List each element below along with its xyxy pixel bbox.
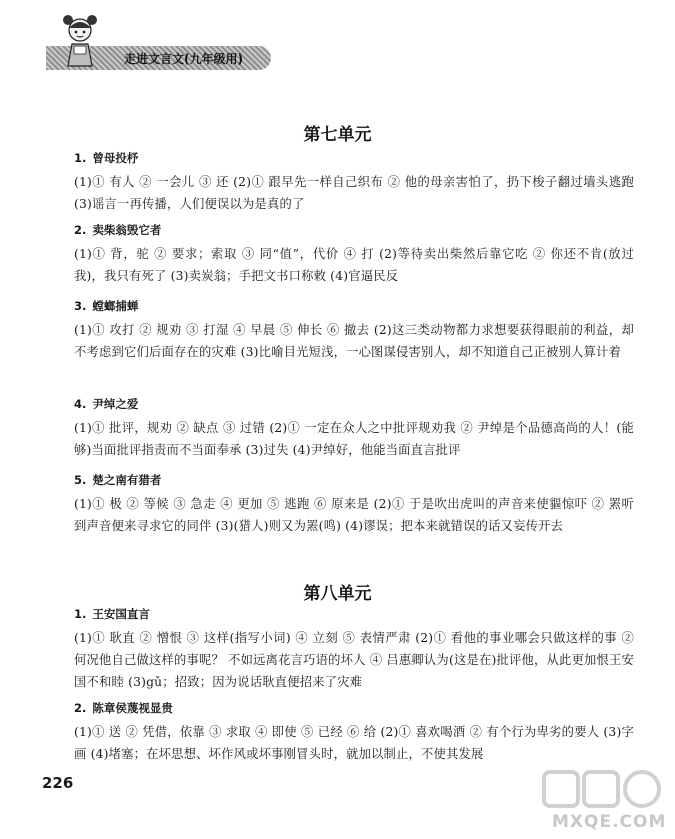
watermark-text: MXQE.COM <box>552 812 667 832</box>
page-number: 226 <box>42 774 74 792</box>
answer-section <box>74 700 634 765</box>
unit-title: 第七单元 <box>303 125 372 145</box>
section-title: 2. 陈章侯蔑视显贵 <box>74 701 173 715</box>
answer-section <box>74 150 634 215</box>
section-answer-text: (1)① 批评，规劝 ② 缺点 ③ 过错 (2)① 一定在众人之中批评规劝我 ② 尹绰是个品德高尚的人！(能够)当面批评指责而不当面奉承 (3)过失 (4)尹绰好，他能当面直言批评 <box>74 421 634 457</box>
section-answer-text: (1)① 背，驼 ② 要求；索取 ③ 同“值”，代价 ④ 打 (2)等待卖出柴然后靠它吃 ② 你还不肯(放过我)，我只有死了 (3)卖炭翁；手把文书口称敕 (4)官逼民反 <box>74 247 634 283</box>
section-answer-text: (1)① 极 ② 等候 ③ 急走 ④ 更加 ⑤ 逃跑 ⑥ 原来是 (2)① 于是吹出虎叫的声音来使貙惊吓 ② 罴听到声音便来寻求它的同伴 (3)(猎人)则又为罴(鸣) (4)谬误；把本来就错误的话又妄传开去 <box>74 497 634 533</box>
mascot-illustration <box>58 12 102 68</box>
section-title: 1. 曾母投杼 <box>74 151 139 165</box>
section-title: 1. 王安国直言 <box>74 607 150 621</box>
answer-section <box>74 396 634 461</box>
unit-title: 第八单元 <box>303 584 372 604</box>
book-title: 走进文言文(九年级用) <box>124 52 243 66</box>
section-title: 3. 螳螂捕蝉 <box>74 299 139 313</box>
answer-section <box>74 472 634 537</box>
section-answer-text: (1)① 送 ② 凭借，依靠 ③ 求取 ④ 即使 ⑤ 已经 ⑥ 给 (2)① 喜欢喝酒 ② 有个行为卑劣的要人 (3)字画 (4)堵塞；在坏思想、坏作风或坏事刚冒头时，就加以制止，不使其发展 <box>74 725 634 761</box>
answer-section <box>74 222 634 287</box>
section-title: 4. 尹绰之爱 <box>74 397 139 411</box>
answer-section <box>74 606 634 693</box>
section-title: 2. 卖柴翁毁它者 <box>74 223 162 237</box>
section-answer-text: (1)① 有人 ② 一会儿 ③ 还 (2)① 跟早先一样自己织布 ② 他的母亲害怕了，扔下梭子翻过墙头逃跑 (3)谣言一再传播，人们便误以为是真的了 <box>74 175 634 211</box>
section-answer-text: (1)① 耿直 ② 憎恨 ③ 这样(指写小词) ④ 立刻 ⑤ 表情严肃 (2)① 看他的事业哪会只做这样的事 ② 何况他自己做这样的事呢？ 不如远离花言巧语的坏人 ④ 吕惠卿认为(这是在)批评他，从此更加恨王安国不和睦 (3)gǔ；招致；因为说话耿直便招来了灾难 <box>74 631 634 689</box>
section-answer-text: (1)① 攻打 ② 规劝 ③ 打湿 ④ 早晨 ⑤ 伸长 ⑥ 撤去 (2)这三类动物都力求想要获得眼前的利益，却不考虑到它们后面存在的灾难 (3)比喻目光短浅，一心图谋侵害别人，却不知道自己正被别人算计着 <box>74 323 634 359</box>
answer-section <box>74 298 634 363</box>
section-title: 5. 楚之南有猎者 <box>74 473 162 487</box>
